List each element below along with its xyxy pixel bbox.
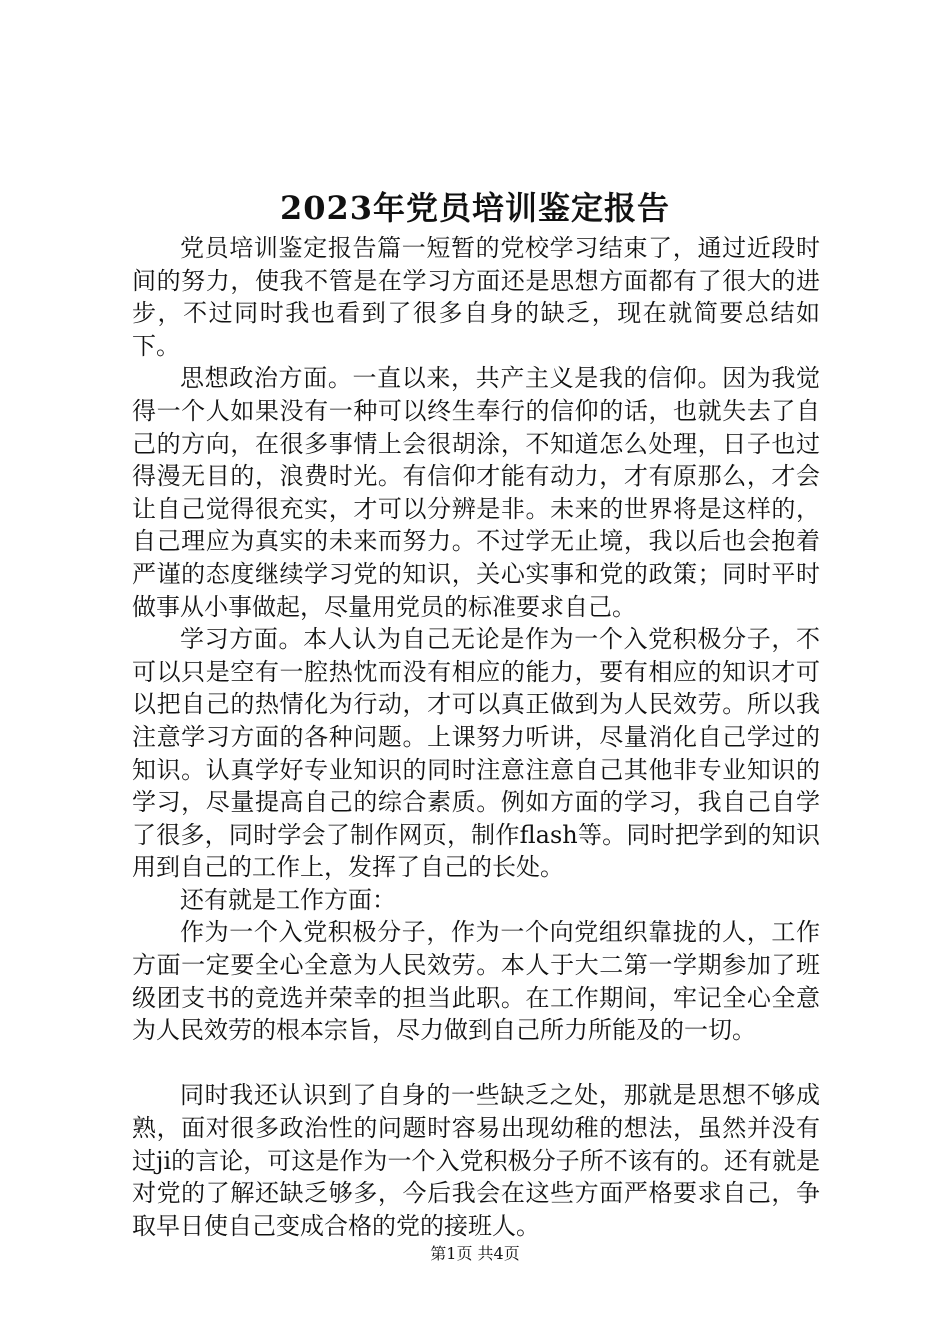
- paragraph-spacer: [132, 1047, 820, 1080]
- page-footer: 第1页 共4页: [430, 1244, 520, 1263]
- paragraph-study: 学习方面。本人认为自己无论是作为一个入党积极分子，不可以只是空有一腔热忱而没有相应的能力，要有相应的知识才可以把自己的热情化为行动，才可以真正做到为人民效劳。所以我注意学习方面的各种问题。上课努力听讲，尽量消化自己学过的知识。认真学好专业知识的同时注意注意自己其他非专业知识的学习，尽量提高自己的综合素质。例如方面的学习，我自己自学了很多，同时学会了制作网页，制作flash等。同时把学到的知识用到自己的工作上，发挥了自己的长处。: [132, 625, 820, 882]
- paragraph-intro: 党员培训鉴定报告篇一短暂的党校学习结束了，通过近段时间的努力，使我不管是在学习方面还是思想方面都有了很大的进步，不过同时我也看到了很多自身的缺乏，现在就简要总结如下。: [132, 234, 820, 360]
- document-body: [132, 232, 820, 1242]
- paragraph-political: 思想政治方面。一直以来，共产主义是我的信仰。因为我觉得一个人如果没有一种可以终生奉行的信仰的话，也就失去了自己的方向，在很多事情上会很胡涂，不知道怎么处理，日子也过得漫无目的，浪费时光。有信仰才能有动力，才有原那么，才会让自己觉得很充实，才可以分辨是非。未来的世界将是这样的，自己理应为真实的未来而努力。不过学无止境，我以后也会抱着严谨的态度继续学习党的知识，关心实事和党的政策；同时平时做事从小事做起，尽量用党员的标准要求自己。: [132, 364, 820, 621]
- document-title: 2023年党员培训鉴定报告: [279, 189, 671, 227]
- paragraph-shortcomings: 同时我还认识到了自身的一些缺乏之处，那就是思想不够成熟，面对很多政治性的问题时容易出现幼稚的想法，虽然并没有过ji的言论，可这是作为一个入党积极分子所不该有的。还有就是对党的了解还缺乏够多，今后我会在这些方面严格要求自己，争取早日使自己变成合格的党的接班人。: [132, 1081, 820, 1240]
- paragraph-work: 作为一个入党积极分子，作为一个向党组织靠拢的人，工作方面一定要全心全意为人民效劳。本人于大二第一学期参加了班级团支书的竞选并荣幸的担当此职。在工作期间，牢记全心全意为人民效劳的根本宗旨，尽力做到自己所力所能及的一切。: [132, 918, 820, 1045]
- paragraph-work-heading: 还有就是工作方面：: [180, 885, 396, 914]
